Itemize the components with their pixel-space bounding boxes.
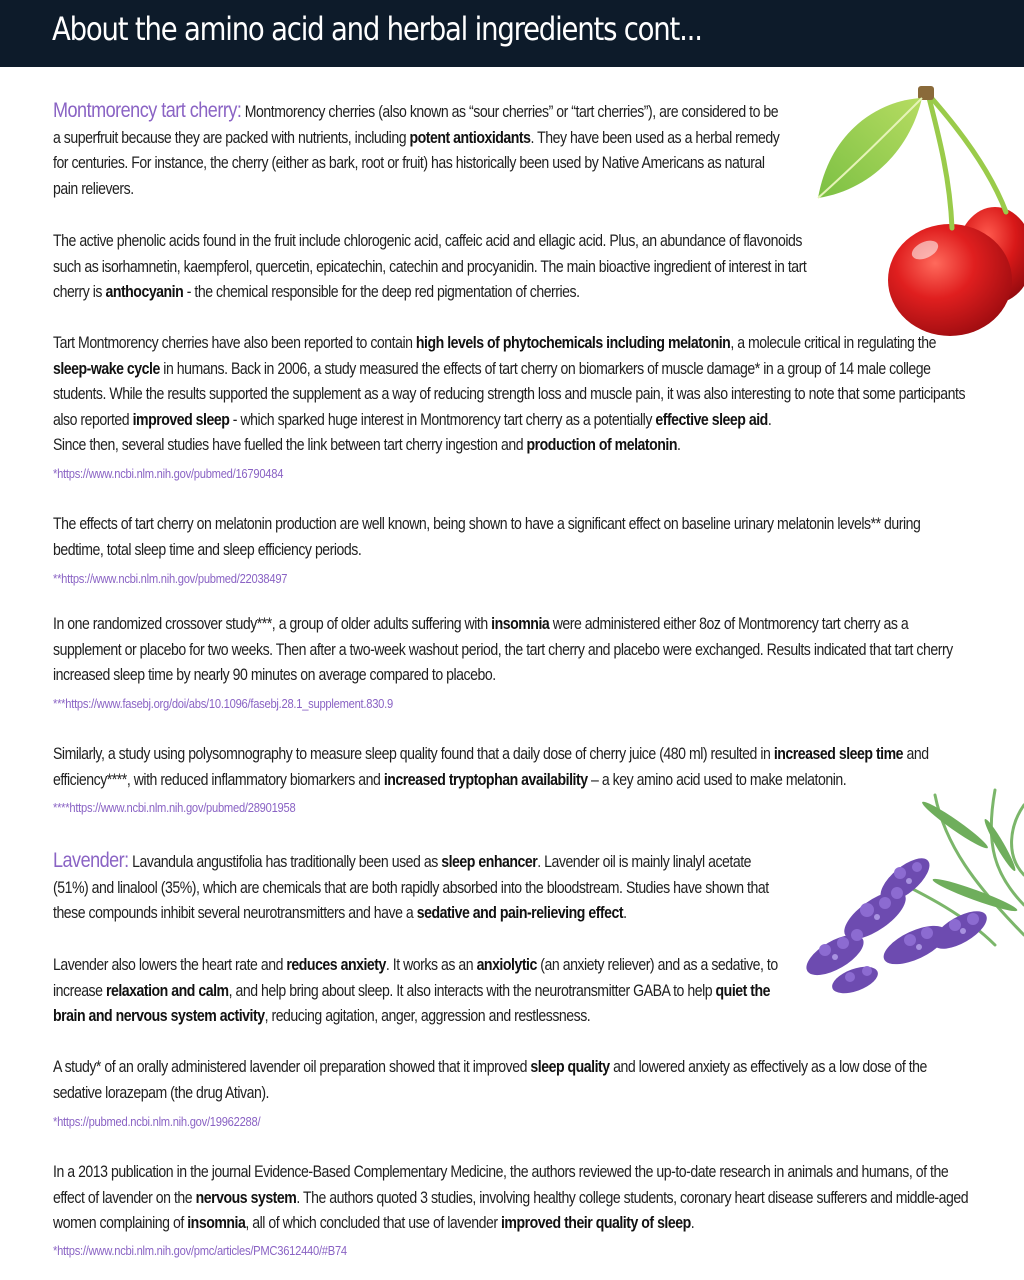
lavender-paragraph-3 xyxy=(53,1055,969,1106)
text-run: . xyxy=(767,410,772,429)
lavender-anxiety xyxy=(53,953,903,1030)
bold-run: reduces anxiety xyxy=(286,956,386,974)
lavender-intro xyxy=(53,848,908,927)
text-run: were administered either 8oz of Montmorency tart cherry as a supplement or placebo for two weeks. Then after a two-week washout period, the tart cherry and placebo were exchanged. Results indicated that tart cherry increased sleep time by nearly 90 minutes on average compared to placebo. xyxy=(53,615,953,684)
cherry-phenolic xyxy=(53,229,943,306)
text-run: . The authors quoted 3 studies, involving healthy college students, coronary heart disease sufferers and middle-aged women complaining of xyxy=(53,1188,969,1232)
bold-run: quiet the brain and nervous system activity xyxy=(53,981,771,1025)
cherry-intro xyxy=(53,98,908,202)
bold-run: insomnia xyxy=(491,615,550,633)
text-run: Similarly, a study using polysomnography to measure sleep quality found that a daily dose of cherry juice (480 ml) resulted in xyxy=(53,745,774,763)
lavender-review xyxy=(53,1160,1024,1237)
text-run: . Lavender oil is mainly linalyl acetate (51%) and linalool (35%), which are chemicals that are both rapidly absorbed into the bloodstream. Studies have shown that these compounds inhibit several neurotransmitters and have a xyxy=(53,853,769,922)
text-run: The active phenolic acids found in the fruit include chlorogenic acid, caffeic acid and ellagic acid. Plus, an abundance of flavonoids such as isorhamnetin, kaempferol, quercetin, epicatechin, catechin and procyanidin. The main bioactive ingredient of interest in tart cherry is xyxy=(53,232,807,301)
reference-link[interactable]: *https://www.ncbi.nlm.nih.gov/pubmed/16790484 xyxy=(53,466,284,481)
bold-run: increased tryptophan availability xyxy=(383,770,588,789)
bold-run: increased sleep time xyxy=(773,745,904,763)
text-run: , a molecule critical in regulating the xyxy=(730,334,936,352)
text-run: , reducing agitation, anger, aggression and restlessness. xyxy=(264,1007,591,1025)
cherry-effects xyxy=(53,512,1024,563)
bold-run: nervous system xyxy=(195,1188,297,1207)
text-run: . xyxy=(690,1214,695,1232)
cherry-paragraph-2 xyxy=(53,229,818,306)
text-run: and efficiency****, with reduced inflammatory biomarkers and xyxy=(53,745,929,789)
reference-link[interactable]: *https://pubmed.ncbi.nlm.nih.gov/19962288/ xyxy=(53,1114,261,1129)
lavender-study xyxy=(53,1055,1024,1106)
text-run: Tart Montmorency cherries have also been reported to contain xyxy=(53,334,416,352)
lavender-ref-1-wrap xyxy=(53,1114,294,1129)
text-run: . They have been used as a herbal remedy for centuries. For instance, the cherry (either as bark, root or fruit) has historically been used by Native Americans as natural pain relievers. xyxy=(53,128,780,198)
bold-run: insomnia xyxy=(187,1214,246,1232)
lavender-paragraph-1 xyxy=(53,848,788,927)
bold-run: sleep-wake cycle xyxy=(53,359,160,378)
text-run: – a key amino acid used to make melatonin. xyxy=(587,770,847,789)
text-run: - the chemical responsible for the deep red pigmentation of cherries. xyxy=(183,283,580,301)
bold-run: sleep enhancer xyxy=(441,853,538,871)
text-run: , all of which concluded that use of lavender xyxy=(245,1214,501,1232)
cherry-melatonin xyxy=(53,331,1024,459)
bold-run: effective sleep aid xyxy=(655,410,768,429)
lavender-ref-2-wrap xyxy=(53,1243,395,1258)
lavender-paragraph-2 xyxy=(53,953,784,1030)
lavender-paragraph-4 xyxy=(53,1160,969,1237)
text-run: Lavender also lowers the heart rate and xyxy=(53,956,287,974)
cherry-paragraph-3 xyxy=(53,331,969,459)
lavender-heading: Lavender: xyxy=(53,849,129,872)
cherry-crossover xyxy=(53,612,1024,689)
cherry-paragraph-5 xyxy=(53,612,969,689)
cherry-polysomnography xyxy=(53,742,1024,793)
bold-run: relaxation and calm xyxy=(105,981,229,1000)
cherry-ref-1-wrap xyxy=(53,466,321,481)
text-run: - which sparked huge interest in Montmorency tart cherry as a potentially xyxy=(229,410,656,429)
text-run: . It works as an xyxy=(385,956,477,974)
text-run: In a 2013 publication in the journal Evidence-Based Complementary Medicine, the authors reviewed the up-to-date research in animals and humans, of the effect of lavender on the xyxy=(53,1163,949,1207)
bold-run: anthocyanin xyxy=(105,283,184,301)
text-run: and lowered anxiety as effectively as a low dose of the sedative lorazepam (the drug Ativan). xyxy=(53,1058,927,1102)
cherry-ref-2-wrap xyxy=(53,571,325,586)
text-run: . xyxy=(623,904,627,922)
bold-run: anxiolytic xyxy=(476,956,537,974)
text-run: Lavandula angustifolia has traditionally been used as xyxy=(128,853,442,871)
cherry-paragraph-4: The effects of tart cherry on melatonin production are well known, being shown to have a significant effect on baseline urinary melatonin levels** during bedtime, total sleep time and sleep efficiency periods. xyxy=(53,515,921,559)
text-run: In one randomized crossover study***, a group of older adults suffering with xyxy=(53,615,492,633)
cherry-ref-3-wrap xyxy=(53,696,448,711)
cherry-paragraph-6 xyxy=(53,742,969,793)
text-run: in humans. Back in 2006, a study measured the effects of tart cherry on biomarkers of muscle damage* in a group of 14 male college students. While the results supported the supplement as a way of reducing strength loss and muscle pain, it was also interesting to note that some participants also reported xyxy=(53,359,966,429)
page-title: About the amino acid and herbal ingredients cont... xyxy=(52,10,702,48)
page-header xyxy=(0,0,1024,67)
bold-run: potent antioxidants xyxy=(409,128,531,147)
reference-link[interactable]: **https://www.ncbi.nlm.nih.gov/pubmed/22038497 xyxy=(53,571,288,586)
text-run: A study* of an orally administered lavender oil preparation showed that it improved xyxy=(53,1058,531,1076)
bold-run: high levels of phytochemicals including melatonin xyxy=(415,334,731,352)
bold-run: sedative and pain-relieving effect xyxy=(416,904,624,922)
cherry-ref-4-wrap xyxy=(53,800,335,815)
text-run: (an anxiety reliever) and as a sedative, to increase xyxy=(53,956,778,1000)
cherry-heading: Montmorency tart cherry: xyxy=(53,99,242,122)
bold-run: production of melatonin xyxy=(526,436,677,454)
cherry-paragraph-1 xyxy=(53,98,788,202)
text-run: Since then, several studies have fuelled the link between tart cherry ingestion and xyxy=(53,436,527,454)
bold-run: sleep quality xyxy=(530,1058,610,1076)
text-run: Montmorency cherries (also known as “sour cherries” or “tart cherries”), are considered to be a superfruit because they are packed with nutrients, including xyxy=(53,103,779,147)
text-run: , and help bring about sleep. It also interacts with the neurotransmitter GABA to help xyxy=(228,981,716,1000)
bold-run: improved sleep xyxy=(132,410,230,429)
reference-link[interactable]: ****https://www.ncbi.nlm.nih.gov/pubmed/28901958 xyxy=(53,800,296,815)
reference-link[interactable]: ***https://www.fasebj.org/doi/abs/10.1096/fasebj.28.1_supplement.830.9 xyxy=(53,696,393,711)
reference-link[interactable]: *https://www.ncbi.nlm.nih.gov/pmc/articles/PMC3612440/#B74 xyxy=(53,1243,347,1258)
bold-run: improved their quality of sleep xyxy=(500,1214,691,1232)
text-run: . xyxy=(676,436,681,454)
